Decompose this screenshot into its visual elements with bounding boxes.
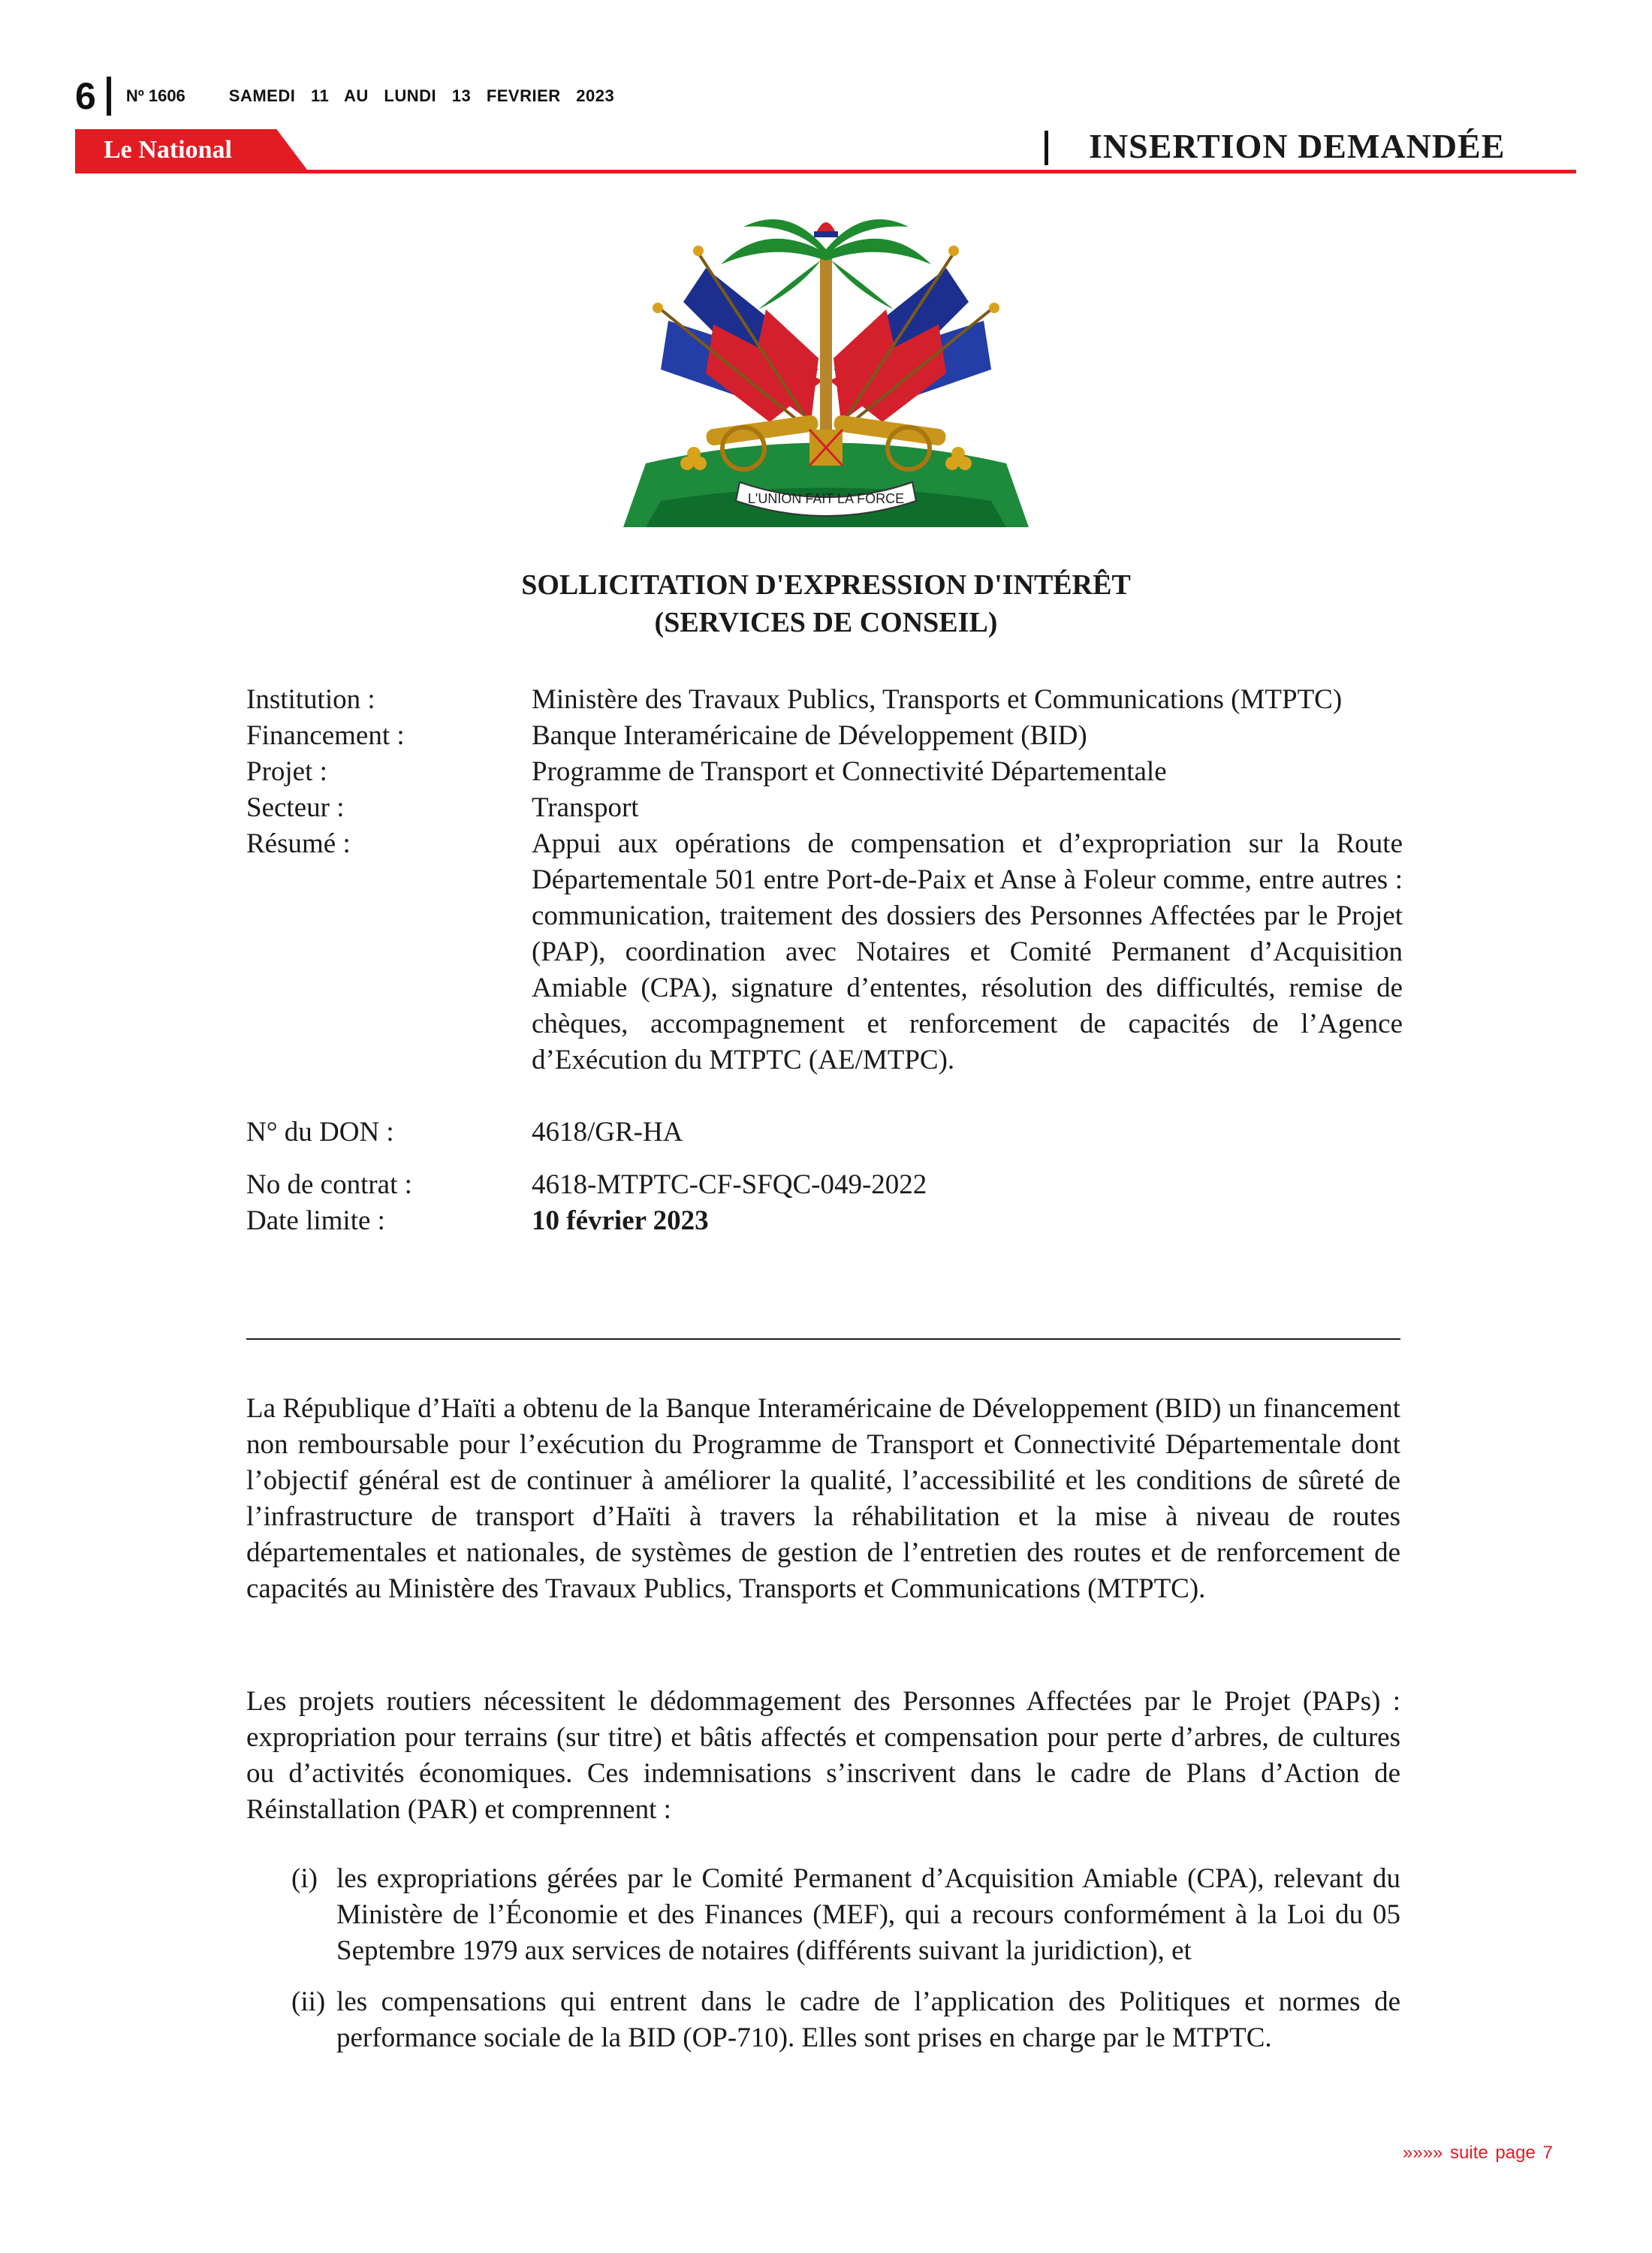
- don-label: N° du DON :: [246, 1117, 394, 1148]
- resume-label: Résumé :: [246, 828, 351, 859]
- header-rule: [75, 170, 1576, 173]
- conditions-list: [291, 1861, 1400, 2056]
- issue-date: SAMEDI 11 AU LUNDI 13 FEVRIER 2023: [228, 86, 615, 105]
- list-item: [291, 1861, 1400, 1969]
- contrat-label: No de contrat :: [246, 1169, 412, 1200]
- institution-label: Institution :: [246, 684, 375, 715]
- date-limite-label: Date limite :: [246, 1205, 385, 1236]
- page-number-divider: [107, 77, 111, 116]
- info-row-projet: [246, 754, 1403, 790]
- financement-label: Financement :: [246, 720, 405, 751]
- info-row-secteur: [246, 790, 1403, 826]
- info-row-contrat: [246, 1167, 1403, 1203]
- brand-name: Le National: [104, 136, 232, 164]
- document-subtitle: (SERVICES DE CONSEIL): [654, 607, 998, 638]
- info-row-date-limite: [246, 1203, 1403, 1239]
- resume-value: Appui aux opérations de compensation et d’expropriation sur la Route Départementale 501 entre Port-de-Paix et Anse à Foleur comme, entre autres : communication, traitement des dossiers des Personnes Affectées par le Projet (PAP), coordination avec Notaires et Comité Permanent d’Acquisition Amiable (CPA), signature d’ententes, résolution des difficultés, remise de chèques, accompagnement et renforcement de capacités de l’Agence d’Exécution du MTPTC (AE/MTPC).: [532, 828, 1403, 1075]
- secteur-label: Secteur :: [246, 792, 345, 823]
- motto-text: L'UNION FAIT LA FORCE: [747, 491, 905, 506]
- list-marker: (ii): [291, 1986, 326, 2017]
- secteur-value: Transport: [532, 792, 639, 823]
- issue-number: Nº 1606: [125, 86, 185, 105]
- info-row-don: [246, 1114, 1403, 1151]
- list-item: [291, 1984, 1400, 2056]
- contrat-value: 4618-MTPTC-CF-SFQC-049-2022: [532, 1169, 927, 1200]
- date-limite-value: 10 février 2023: [532, 1205, 709, 1236]
- list-marker: (i): [291, 1863, 318, 1894]
- info-row-resume: [246, 826, 1403, 1078]
- continued-on-page-link[interactable]: »»»» suite page 7: [1403, 2143, 1553, 2163]
- list-item-text: les expropriations gérées par le Comité Permanent d’Acquisition Amiable (CPA), relevant du Ministère de l’Économie et des Finances (MEF), qui a recours conformément à la Loi du 05 Septembre 1979 aux services de notaires (différents suivant la juridiction), et: [336, 1863, 1400, 1966]
- body-paragraph-2: Les projets routiers nécessitent le dédommagement des Personnes Affectées par le Projet (PAPs) : expropriation pour terrains (sur titre) et bâtis affectés et compensation pour perte d’arbres, de cultures ou d’activités économiques. Ces indemnisations s’inscrivent dans le cadre de Plans d’Action de Réinstallation (PAR) et comprennent :: [246, 1686, 1400, 1825]
- page-header: [75, 74, 614, 119]
- financement-value: Banque Interaméricaine de Développement (BID): [532, 720, 1087, 751]
- institution-value: Ministère des Travaux Publics, Transports et Communications (MTPTC): [532, 684, 1343, 715]
- projet-label: Projet :: [246, 756, 327, 787]
- info-row-institution: [246, 682, 1403, 718]
- document-title: SOLLICITATION D'EXPRESSION D'INTÉRÊT: [521, 569, 1131, 601]
- projet-value: Programme de Transport et Connectivité Départementale: [532, 756, 1167, 787]
- section-title: INSERTION DEMANDÉE: [1089, 127, 1506, 165]
- info-table: [246, 682, 1403, 1239]
- section-divider-rule: [246, 1338, 1400, 1340]
- page-number: 6: [75, 75, 96, 117]
- section-divider: [1045, 131, 1048, 165]
- list-item-text: les compensations qui entrent dans le cadre de l’application des Politiques et normes de performance sociale de la BID (OP-710). Elles sont prises en charge par le MTPTC.: [336, 1986, 1400, 2053]
- body-paragraph-1: La République d’Haïti a obtenu de la Banque Interaméricaine de Développement (BID) un financement non remboursable pour l’exécution du Programme de Transport et Connectivité Départementale dont l’objectif général est de continuer à améliorer la qualité, l’accessibilité et les conditions de sûreté de l’infrastructure de transport d’Haïti à travers la réhabilitation et la mise à niveau de routes départementales et nationales, de systèmes de gestion de l’entretien des routes et de renforcement de capacités au Ministère des Travaux Publics, Transports et Communications (MTPTC).: [246, 1393, 1400, 1604]
- info-row-financement: [246, 718, 1403, 754]
- coat-of-arms-emblem: [616, 197, 1036, 535]
- don-value: 4618/GR-HA: [532, 1117, 683, 1148]
